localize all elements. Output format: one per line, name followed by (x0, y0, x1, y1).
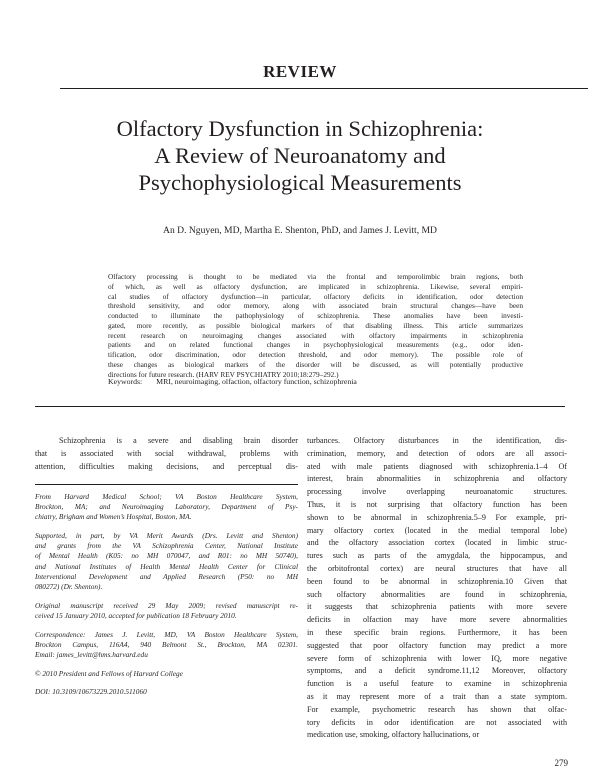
body-line: function is a useful feature to examine in schizophrenia (307, 679, 567, 689)
abstract-line: patients and on related functional changes in psychophysiological measurements (e.g., odor iden- (108, 340, 523, 350)
body-line: deficits in olfaction may have more severe abnormalities (307, 615, 567, 625)
body-line: severe form of schizophrenia with lower IQ, more negative (307, 653, 567, 663)
funding-note (35, 531, 298, 592)
footnote-line: of Mental Health (K05: no MH 070047, and R01: no MH 50740), (35, 551, 298, 561)
footnote-line: Brockton Campus, 116A4, 940 Belmont St., Brockton, MA 02301. (35, 639, 298, 649)
doi-link[interactable]: DOI: 10.3109/10673229.2010.511060 (35, 687, 147, 697)
header-rule (60, 88, 588, 89)
body-line: attention, difficulties making decisions, and perceptual dis- (35, 461, 298, 471)
doi-note (35, 687, 298, 697)
body-line: mary olfactory cortex (located in the medial temporal lobe) (307, 525, 567, 535)
correspondence-email[interactable]: Email: james_levitt@hms.harvard.edu (35, 649, 148, 659)
keywords-list: MRI, neuroimaging, olfaction, olfactory function, schizophrenia (156, 377, 357, 386)
correspondence-note (35, 630, 298, 661)
abstract-line: directions for future research. (HARV REV PSYCHIATRY 2010;18:279–292.) (108, 369, 339, 379)
abstract-line: threshold sensitivity, and odor memory, along with associated brain structural changes—have been (108, 301, 523, 311)
title-line: Psychophysiological Measurements (138, 170, 462, 195)
body-line: that is associated with social withdrawal, problems with (35, 448, 298, 458)
abstract-line: conducted to illuminate the pathophysiology of schizophrenia. These anomalies have been investi- (108, 311, 523, 320)
abstract-line: gated, more recently, as possible biological markers of that disabling illness. This article summarizes (108, 320, 523, 330)
keywords-label: Keywords: (108, 377, 143, 386)
body-line: it suggests that schizophrenia patients with more severe (307, 602, 567, 612)
body-line: such olfactory abnormalities are found in schizophrenia, (307, 589, 567, 599)
title-line: Olfactory Dysfunction in Schizophrenia: (116, 116, 484, 141)
body-line: Schizophrenia is a severe and disabling brain disorder (59, 436, 298, 445)
body-line: crimination, memory, and detection of odors are all associ- (307, 448, 567, 458)
body-line: For example, psychometric research has shown that olfac- (307, 704, 567, 714)
footnote-line: © 2010 President and Fellows of Harvard College (35, 668, 183, 678)
abstract-line: of which, as well as olfactory dysfunction, are implicated in schizophrenia. Likewise, several empiri- (108, 281, 523, 291)
left-column-body (35, 435, 298, 473)
footnote-line: and grants from the VA Schizophrenia Center, National Institute (35, 541, 298, 551)
footnote-line: chiatry, Brigham and Women’s Hospital, Boston, MA. (35, 512, 192, 522)
footnote-line: and National Institutes of Health Mental Health Center for Clinical (35, 561, 298, 571)
footnote-rule (35, 484, 298, 485)
abstract-line: Olfactory processing is thought to be mediated via the frontal and temporolimbic brain regions, both (108, 272, 523, 281)
copyright-note (35, 669, 298, 679)
abstract-line: these changes as biological markers of the disorder will be discussed, as will potentially productive (108, 359, 523, 369)
body-line: been found to be abnormal in schizophrenia.10 Given that (307, 576, 567, 586)
body-line: interest, brain abnormalities in schizophrenia and olfactory (307, 474, 567, 484)
abstract-line: recent research on neuroimaging changes associated with olfactory impairments in schizophrenia (108, 330, 523, 340)
footnote-line: Supported, in part, by VA Merit Awards (Drs. Levitt and Shenton) (35, 531, 298, 541)
body-line: turbances. Olfactory disturbances in the identification, dis- (307, 436, 567, 445)
footnote-line: Brockton, MA; and Neuroimaging Laboratory, Department of Psy- (35, 502, 298, 512)
affiliation-note (35, 492, 298, 523)
body-line: symptoms, and a deficit syndrome.11,12 Moreover, olfactory (307, 666, 567, 676)
section-divider (35, 406, 565, 407)
footnote-line: Interventional Development and Applied Research (P50: no MH (35, 571, 298, 581)
footnote-line: 080272) (Dr. Shenton). (35, 582, 103, 591)
footnote-line: Correspondence: James J. Levitt, MD, VA Boston Healthcare System, (35, 629, 298, 639)
footnote-line: Original manuscript received 29 May 2009; revised manuscript re- (35, 600, 298, 610)
footnotes (35, 492, 298, 706)
article-title (40, 115, 560, 196)
body-line: processing involve overlapping neuroanatomic structures. (307, 487, 567, 497)
body-line: suggested that poor olfactory function may predict a more (307, 640, 567, 650)
body-line: and the olfactory association cortex (located in limbic struc- (307, 538, 567, 548)
body-line: tures such as parts of the amygdala, the hippocampus, and (307, 551, 567, 561)
keywords-row (108, 377, 523, 386)
right-column-body (307, 435, 567, 742)
manuscript-history-note (35, 601, 298, 621)
body-line: ated with male patients diagnosed with schizophrenia.1–4 Of (307, 461, 567, 471)
body-line: in these specific brain regions. Furthermore, it has been (307, 627, 567, 637)
section-label: REVIEW (263, 62, 337, 81)
abstract-line: tification, odor discrimination, odor detection threshold, and odor memory). The possible role of (108, 350, 523, 359)
page-number: 279 (554, 758, 568, 768)
body-line: medication use, smoking, olfactory hallucinations, or (307, 730, 480, 740)
body-line: the orbitofrontal cortex) are neural structures that have all (307, 563, 567, 573)
title-line: A Review of Neuroanatomy and (154, 143, 446, 168)
body-line: tory deficits in odor identification are not associated with (307, 717, 567, 727)
abstract (108, 272, 523, 379)
body-line: as it may represent more of a trait than a state symptom. (307, 691, 567, 701)
abstract-line: cal studies of olfactory dysfunction—in particular, olfactory deficits in identification, odor detection (108, 291, 523, 301)
footnote-line: ceived 15 January 2010, accepted for publication 18 February 2010. (35, 610, 237, 620)
body-line: shown to be abnormal in schizophrenia.5–9 For example, pri- (307, 512, 567, 522)
author-list: An D. Nguyen, MD, Martha E. Shenton, PhD, and James J. Levitt, MD (163, 225, 437, 236)
footnote-line: From Harvard Medical School; VA Boston Healthcare System, (35, 492, 298, 501)
body-line: Thus, it is not surprising that olfactory function has been (307, 499, 567, 509)
